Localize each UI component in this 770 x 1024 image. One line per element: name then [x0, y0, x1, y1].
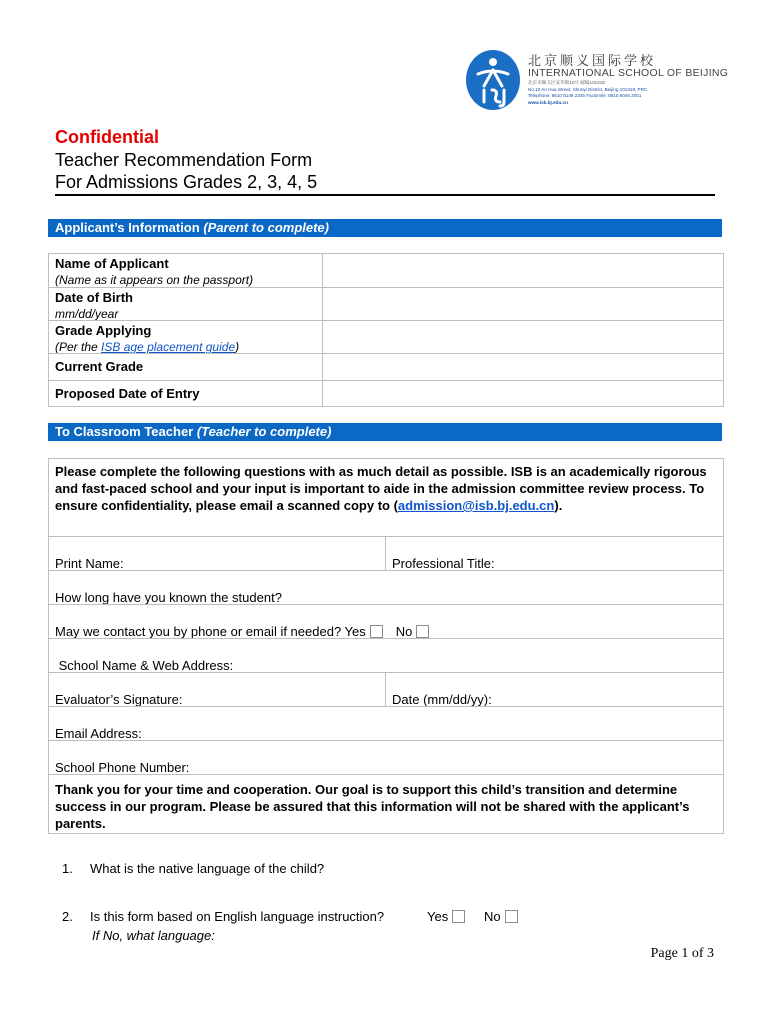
school-logo	[466, 48, 729, 114]
question-text: What is the native language of the child?	[90, 861, 325, 876]
teacher-section-title: To Classroom Teacher	[55, 424, 197, 439]
isb-emblem-icon	[466, 50, 520, 110]
may-contact-yes-label: May we contact you by phone or email if needed? Yes	[55, 624, 366, 639]
school-website[interactable]: www.isb.bj.edu.cn	[528, 100, 568, 105]
question-2-yes-checkbox[interactable]	[452, 910, 465, 923]
applicant-section-note: (Parent to complete)	[203, 220, 329, 235]
question-text: Is this form based on English language instruction?	[90, 909, 385, 924]
school-name-chinese: 北京顺义国际学校	[528, 54, 657, 69]
question-2-no-checkbox[interactable]	[505, 910, 518, 923]
contact-no-label: No	[395, 624, 413, 639]
question-2-yes-label: Yes	[427, 909, 449, 924]
column-divider	[385, 537, 386, 570]
applicant-section-header	[48, 219, 722, 237]
question-2-subtext: If No, what language:	[92, 928, 215, 943]
school-contact: Telephone: 8610 8149 2345 Facsimile: 8610 8046 2001	[528, 93, 642, 98]
table-row	[49, 570, 723, 604]
admission-email-link[interactable]: admission@isb.bj.edu.cn	[397, 498, 555, 513]
may-contact-question	[55, 624, 429, 639]
table-row	[49, 774, 723, 834]
school-address-chinese: 北京市顺义区安华街10号 邮编101318	[528, 80, 605, 85]
school-name-english: INTERNATIONAL SCHOOL OF BEIJING	[528, 67, 729, 79]
isb-age-placement-guide-link[interactable]: ISB age placement guide	[101, 340, 236, 354]
instructions-text	[55, 463, 715, 514]
teacher-section-note: (Teacher to complete)	[196, 424, 332, 439]
print-name-label: Print Name:	[55, 556, 124, 571]
question-number: 2.	[62, 909, 73, 924]
evaluator-signature-label: Evaluator’s Signature:	[55, 692, 183, 707]
applicant-info-table	[48, 253, 724, 407]
name-of-applicant-field[interactable]	[323, 254, 723, 287]
table-row	[49, 254, 723, 287]
school-name-web-label: School Name & Web Address:	[55, 658, 234, 673]
teacher-section-header	[48, 423, 722, 441]
table-row	[49, 604, 723, 638]
grade-applying-note-prefix: (Per the	[55, 340, 102, 354]
email-address-label: Email Address:	[55, 726, 142, 741]
grade-applying-note-suffix: )	[235, 340, 240, 354]
column-divider	[385, 673, 386, 706]
table-row	[49, 638, 723, 672]
table-row	[49, 740, 723, 774]
question-number: 1.	[62, 861, 73, 876]
date-of-birth-note: mm/dd/year	[55, 307, 119, 321]
instructions-end: ).	[554, 498, 563, 513]
confidential-label: Confidential	[55, 127, 159, 147]
form-title: Teacher Recommendation Form	[55, 150, 313, 170]
table-row	[49, 536, 723, 570]
table-row	[49, 380, 723, 407]
grade-applying-label: Grade Applying	[55, 323, 152, 338]
question-2-no-label: No	[484, 909, 501, 924]
teacher-info-table	[48, 458, 724, 834]
name-of-applicant-note: (Name as it appears on the passport)	[55, 273, 254, 287]
proposed-date-of-entry-field[interactable]	[323, 381, 723, 407]
table-row	[49, 353, 723, 380]
name-of-applicant-label: Name of Applicant	[55, 256, 169, 271]
school-address: No.10 An Hua Street, Shunyi District, Beijing 101318, PRC	[528, 87, 648, 92]
proposed-date-of-entry-label: Proposed Date of Entry	[55, 386, 200, 401]
table-row	[49, 672, 723, 706]
current-grade-label: Current Grade	[55, 359, 144, 374]
table-row	[49, 459, 723, 536]
contact-yes-checkbox[interactable]	[370, 625, 383, 638]
page-number: Page 1 of 3	[650, 946, 714, 961]
professional-title-label: Professional Title:	[392, 556, 495, 571]
current-grade-field[interactable]	[323, 354, 723, 380]
school-phone-label: School Phone Number:	[55, 760, 190, 775]
applicant-section-title: Applicant’s Information	[55, 220, 204, 235]
date-of-birth-field[interactable]	[323, 288, 723, 320]
signature-date-label: Date (mm/dd/yy):	[392, 692, 492, 707]
contact-no-checkbox[interactable]	[416, 625, 429, 638]
grade-applying-field[interactable]	[323, 321, 723, 353]
thank-you-note: Thank you for your time and cooperation. Our goal is to support this child’s transition and determine success in our program. Please be assured that this information will not be shared with the applicant’s parents.	[55, 782, 690, 831]
table-row	[49, 287, 723, 320]
table-row	[49, 706, 723, 740]
instructions-body: Please complete the following questions with as much detail as possible. ISB is an academically rigorous and fast-paced school and your input is important to aide in the admission committee review process. To ensure confidentiality, please email a scanned copy to (	[55, 464, 707, 513]
date-of-birth-label: Date of Birth	[55, 290, 133, 305]
form-subtitle: For Admissions Grades 2, 3, 4, 5	[55, 172, 318, 192]
how-long-known-label: How long have you known the student?	[55, 590, 282, 605]
title-divider	[55, 194, 715, 196]
table-row	[49, 320, 723, 353]
